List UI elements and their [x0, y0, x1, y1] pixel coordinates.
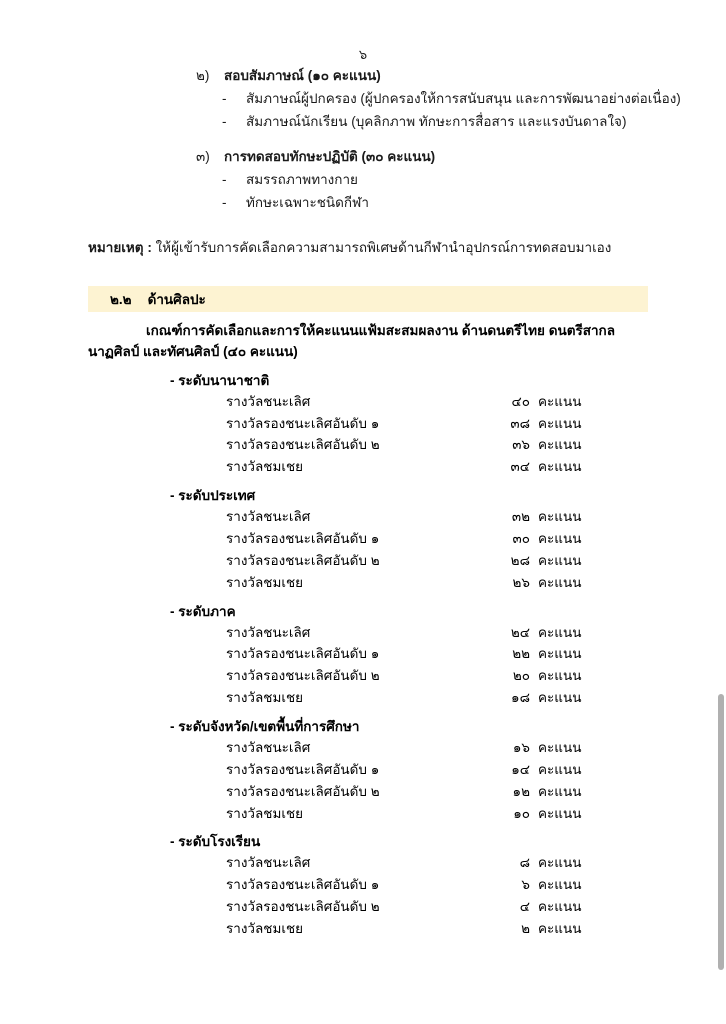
table-row: [226, 803, 726, 825]
criteria-paragraph: เกณฑ์การคัดเลือกและการให้คะแนนแฟ้มสะสมผลงาน ด้านดนตรีไทย ดนตรีสากล นาฏศิลป์ และทัศนศิลป์ (๔๐ คะแนน): [88, 322, 615, 360]
award-score: ๒๖: [512, 574, 530, 590]
award-score: ๑๔: [511, 761, 530, 777]
table-row: [226, 456, 726, 478]
subitem-text: ทักษะเฉพาะชนิดกีฬา: [246, 194, 369, 210]
table-row: [226, 506, 726, 528]
award-score: ๑๒: [512, 783, 530, 799]
award-name: รางวัลรองชนะเลิศอันดับ ๑: [226, 761, 380, 777]
table-row: [226, 622, 726, 644]
item-number: ๒): [196, 68, 210, 83]
award-score: ๔: [519, 899, 530, 915]
item-number: ๓): [196, 148, 210, 164]
dash-bullet: -: [222, 171, 227, 187]
award-unit: คะแนน: [538, 552, 582, 568]
dash-bullet: -: [222, 90, 227, 106]
award-name: รางวัลรองชนะเลิศอันดับ ๑: [226, 531, 380, 547]
subitem-text: สมรรถภาพทางกาย: [246, 171, 358, 187]
award-name: รางวัลรองชนะเลิศอันดับ ๑: [226, 415, 380, 431]
level-label: - ระดับนานาชาติ: [170, 372, 270, 388]
award-unit: คะแนน: [538, 646, 582, 662]
list-item: [222, 112, 726, 133]
document-body: [0, 66, 726, 940]
table-row: [226, 413, 726, 435]
page-number: ๖: [358, 47, 368, 62]
award-score: ๓๖: [512, 437, 530, 453]
award-name: รางวัลรองชนะเลิศอันดับ ๑: [226, 877, 380, 893]
table-row: [226, 918, 726, 940]
table-row: [226, 781, 726, 803]
award-name: รางวัลชนะเลิศ: [226, 509, 311, 525]
item-title: สอบสัมภาษณ์ (๑๐ คะแนน): [224, 68, 381, 83]
table-row: [226, 852, 726, 874]
award-unit: คะแนน: [538, 783, 582, 799]
award-score: ๓๘: [510, 415, 530, 431]
table-row: [226, 759, 726, 781]
award-unit: คะแนน: [538, 459, 582, 475]
award-score: ๓๒: [511, 509, 530, 525]
award-unit: คะแนน: [538, 531, 582, 547]
award-unit: คะแนน: [538, 921, 582, 937]
award-score: ๒: [521, 921, 530, 937]
award-unit: คะแนน: [538, 761, 582, 777]
item-title: การทดสอบทักษะปฏิบัติ (๓๐ คะแนน): [224, 148, 436, 164]
award-unit: คะแนน: [538, 415, 582, 431]
note-text: ให้ผู้เข้ารับการคัดเลือกความสามารถพิเศษด้านกีฬานำอุปกรณ์การทดสอบมาเอง: [155, 239, 612, 255]
table-row: [226, 550, 726, 572]
award-score: ๒๔: [510, 624, 530, 640]
table-row: [226, 737, 726, 759]
list-item: [196, 66, 726, 87]
award-name: รางวัลชนะเลิศ: [226, 393, 311, 409]
award-name: รางวัลชนะเลิศ: [226, 624, 311, 640]
list-item: [222, 193, 726, 214]
award-score: ๓๔: [510, 459, 530, 475]
award-name: รางวัลชมเชย: [226, 805, 304, 821]
subitem-text: สัมภาษณ์ผู้ปกครอง (ผู้ปกครองให้การสนับสนุน และการพัฒนาอย่างต่อเนื่อง): [246, 90, 681, 106]
table-row: [226, 896, 726, 918]
table-row: [226, 874, 726, 896]
award-name: รางวัลชนะเลิศ: [226, 740, 311, 756]
level-label: - ระดับจังหวัด/เขตพื้นที่การศึกษา: [170, 719, 360, 735]
award-name: รางวัลรองชนะเลิศอันดับ ๒: [226, 899, 380, 915]
award-score: ๒๐: [512, 668, 530, 684]
award-unit: คะแนน: [538, 574, 582, 590]
table-row: [226, 687, 726, 709]
award-name: รางวัลชมเชย: [226, 574, 304, 590]
note-line: [88, 236, 726, 258]
award-unit: คะแนน: [538, 509, 582, 525]
table-row: [226, 665, 726, 687]
award-unit: คะแนน: [538, 393, 582, 409]
award-name: รางวัลรองชนะเลิศอันดับ ๑: [226, 646, 380, 662]
award-name: รางวัลรองชนะเลิศอันดับ ๒: [226, 552, 380, 568]
award-unit: คะแนน: [538, 740, 582, 756]
level-label: - ระดับประเทศ: [170, 488, 256, 504]
award-score: ๑๖: [512, 740, 530, 756]
award-unit: คะแนน: [538, 437, 582, 453]
section-title: ด้านศิลปะ: [147, 291, 206, 307]
level-label: - ระดับโรงเรียน: [170, 834, 261, 850]
award-name: รางวัลชมเชย: [226, 690, 304, 706]
award-unit: คะแนน: [538, 668, 582, 684]
award-score: ๓๐: [512, 531, 530, 547]
award-name: รางวัลรองชนะเลิศอันดับ ๒: [226, 668, 380, 684]
dash-bullet: -: [222, 194, 227, 210]
award-name: รางวัลชมเชย: [226, 459, 304, 475]
award-name: รางวัลรองชนะเลิศอันดับ ๒: [226, 437, 380, 453]
award-unit: คะแนน: [538, 690, 582, 706]
award-unit: คะแนน: [538, 855, 582, 871]
section-number: ๒.๒: [110, 291, 132, 307]
table-row: [226, 434, 726, 456]
note-label: หมายเหตุ :: [88, 239, 152, 255]
table-row: [226, 643, 726, 665]
award-score: ๖: [521, 877, 530, 893]
award-score: ๑๐: [513, 805, 530, 821]
award-name: รางวัลชมเชย: [226, 921, 304, 937]
award-score: ๘: [519, 855, 530, 871]
table-row: [226, 391, 726, 413]
dash-bullet: -: [222, 113, 227, 129]
list-item: [222, 89, 726, 110]
award-unit: คะแนน: [538, 877, 582, 893]
list-item: [222, 170, 726, 191]
vertical-scrollbar-thumb[interactable]: [718, 694, 724, 970]
level-label: - ระดับภาค: [170, 603, 236, 619]
award-score: ๑๘: [511, 690, 530, 706]
list-item: [196, 147, 726, 168]
award-name: รางวัลชนะเลิศ: [226, 855, 311, 871]
section-header: [88, 286, 648, 312]
subitem-text: สัมภาษณ์นักเรียน (บุคลิกภาพ ทักษะการสื่อสาร และแรงบันดาลใจ): [246, 113, 627, 129]
award-unit: คะแนน: [538, 624, 582, 640]
award-score: ๒๘: [510, 552, 530, 568]
table-row: [226, 528, 726, 550]
award-unit: คะแนน: [538, 899, 582, 915]
award-score: ๔๐: [511, 393, 530, 409]
award-name: รางวัลรองชนะเลิศอันดับ ๒: [226, 783, 380, 799]
table-row: [226, 572, 726, 594]
award-score: ๒๒: [512, 646, 530, 662]
award-unit: คะแนน: [538, 805, 582, 821]
